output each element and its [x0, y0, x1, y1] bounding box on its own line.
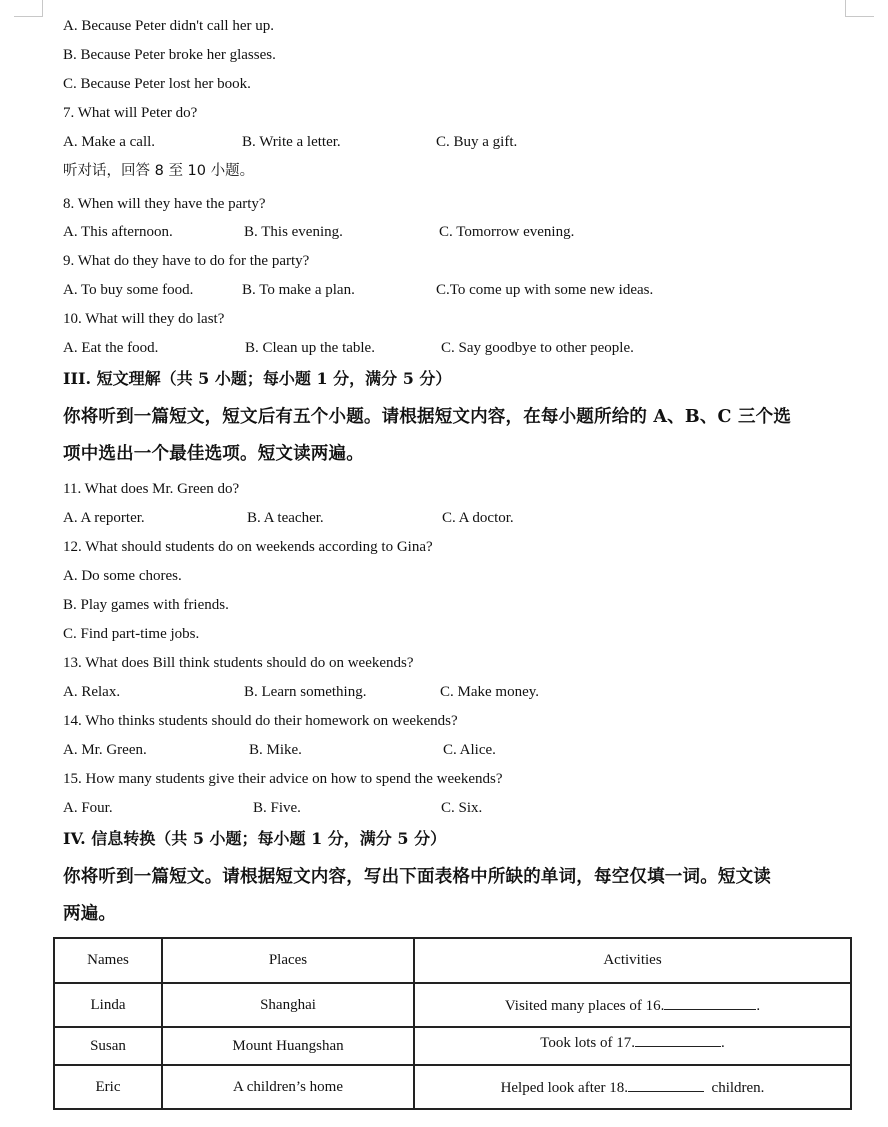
q15-option-b: B. Five.: [253, 800, 301, 816]
q8-option-b: B. This evening.: [244, 224, 343, 240]
q9-option-b: B. To make a plan.: [242, 282, 355, 298]
q11-question: 11. What does Mr. Green do?: [63, 481, 240, 497]
section3-title: III. 短文理解（共 5 小题；每小题 1 分，满分 5 分）: [63, 369, 452, 388]
q10-option-b: B. Clean up the table.: [245, 340, 375, 356]
section4-instruction-line2: 两遍。: [63, 904, 117, 924]
table-row: [54, 1065, 851, 1109]
dialogue-instruction: 听对话，回答 8 至 10 小题。: [63, 163, 255, 179]
q14-question: 14. Who thinks students should do their homework on weekends?: [63, 713, 458, 729]
q9-option-a: A. To buy some food.: [63, 282, 194, 298]
table-row: [54, 1027, 851, 1065]
q8-question: 8. When will they have the party?: [63, 196, 266, 212]
section4-title: IV. 信息转换（共 5 小题；每小题 1 分，满分 5 分）: [63, 829, 447, 848]
section3-instruction-line1: 你将听到一篇短文，短文后有五个小题。请根据短文内容，在每小题所给的 A、B、C 三个选: [63, 407, 792, 427]
q11-option-c: C. A doctor.: [442, 510, 514, 526]
q7-option-b: B. Write a letter.: [242, 134, 341, 150]
q13-option-a: A. Relax.: [63, 684, 121, 700]
q10-option-a: A. Eat the food.: [63, 340, 159, 356]
q13-option-c: C. Make money.: [440, 684, 540, 700]
section4-instruction-line1: 你将听到一篇短文。请根据短文内容，写出下面表格中所缺的单词，每空仅填一词。短文读: [63, 867, 771, 887]
q13-option-b: B. Learn something.: [244, 684, 367, 700]
answer-blank-17[interactable]: [635, 1032, 721, 1047]
header-names: Names: [54, 938, 162, 983]
answer-blank-18[interactable]: [628, 1077, 704, 1092]
table-row: [54, 983, 851, 1027]
q12-option-b: B. Play games with friends.: [63, 597, 229, 613]
q9-option-c: C.To come up with some new ideas.: [436, 282, 654, 298]
q8-option-c: C. Tomorrow evening.: [439, 224, 575, 240]
q12-option-c: C. Find part-time jobs.: [63, 626, 200, 642]
q12-question: 12. What should students do on weekends according to Gina?: [63, 539, 433, 555]
q11-option-b: B. A teacher.: [247, 510, 324, 526]
q12-option-a: A. Do some chores.: [63, 568, 182, 584]
section3-instruction-line2: 项中选出一个最佳选项。短文读两遍。: [63, 444, 364, 464]
header-places: Places: [162, 938, 414, 983]
q7-question: 7. What will Peter do?: [63, 105, 198, 121]
cell-place: A children’s home: [162, 1065, 414, 1109]
q7-option-c: C. Buy a gift.: [436, 134, 518, 150]
q7-option-a: A. Make a call.: [63, 134, 156, 150]
page-corner-mark-right: [845, 0, 874, 17]
activity-text: Helped look after 18.: [500, 1080, 629, 1096]
activity-text: Visited many places of 16.: [504, 998, 665, 1014]
cell-place: Mount Huangshan: [162, 1027, 414, 1065]
table-header-row: [54, 938, 851, 983]
cell-place: Shanghai: [162, 983, 414, 1027]
cell-activity: [414, 983, 851, 1027]
cell-activity: [414, 1065, 851, 1109]
q6-option-a: A. Because Peter didn't call her up.: [63, 18, 274, 34]
activity-text: Took lots of 17.: [540, 1035, 636, 1051]
answer-blank-16[interactable]: [664, 995, 756, 1010]
q10-question: 10. What will they do last?: [63, 311, 225, 327]
page-corner-mark-left: [14, 0, 43, 17]
info-transfer-table: [53, 937, 852, 1110]
q14-option-a: A. Mr. Green.: [63, 742, 147, 758]
cell-activity: [414, 1027, 851, 1065]
activity-text-end: .: [721, 1035, 725, 1051]
cell-name: Linda: [54, 983, 162, 1027]
q10-option-c: C. Say goodbye to other people.: [441, 340, 634, 356]
header-activities: Activities: [414, 938, 851, 983]
q15-question: 15. How many students give their advice on how to spend the weekends?: [63, 771, 503, 787]
q14-option-b: B. Mike.: [249, 742, 302, 758]
q6-option-c: C. Because Peter lost her book.: [63, 76, 251, 92]
q6-option-b: B. Because Peter broke her glasses.: [63, 47, 276, 63]
q15-option-c: C. Six.: [441, 800, 483, 816]
cell-name: Eric: [54, 1065, 162, 1109]
q9-question: 9. What do they have to do for the party?: [63, 253, 310, 269]
activity-text-end: children.: [711, 1080, 765, 1096]
q13-question: 13. What does Bill think students should do on weekends?: [63, 655, 414, 671]
cell-name: Susan: [54, 1027, 162, 1065]
q8-option-a: A. This afternoon.: [63, 224, 173, 240]
q14-option-c: C. Alice.: [443, 742, 496, 758]
q11-option-a: A. A reporter.: [63, 510, 145, 526]
activity-text-end: .: [756, 998, 761, 1014]
q15-option-a: A. Four.: [63, 800, 113, 816]
